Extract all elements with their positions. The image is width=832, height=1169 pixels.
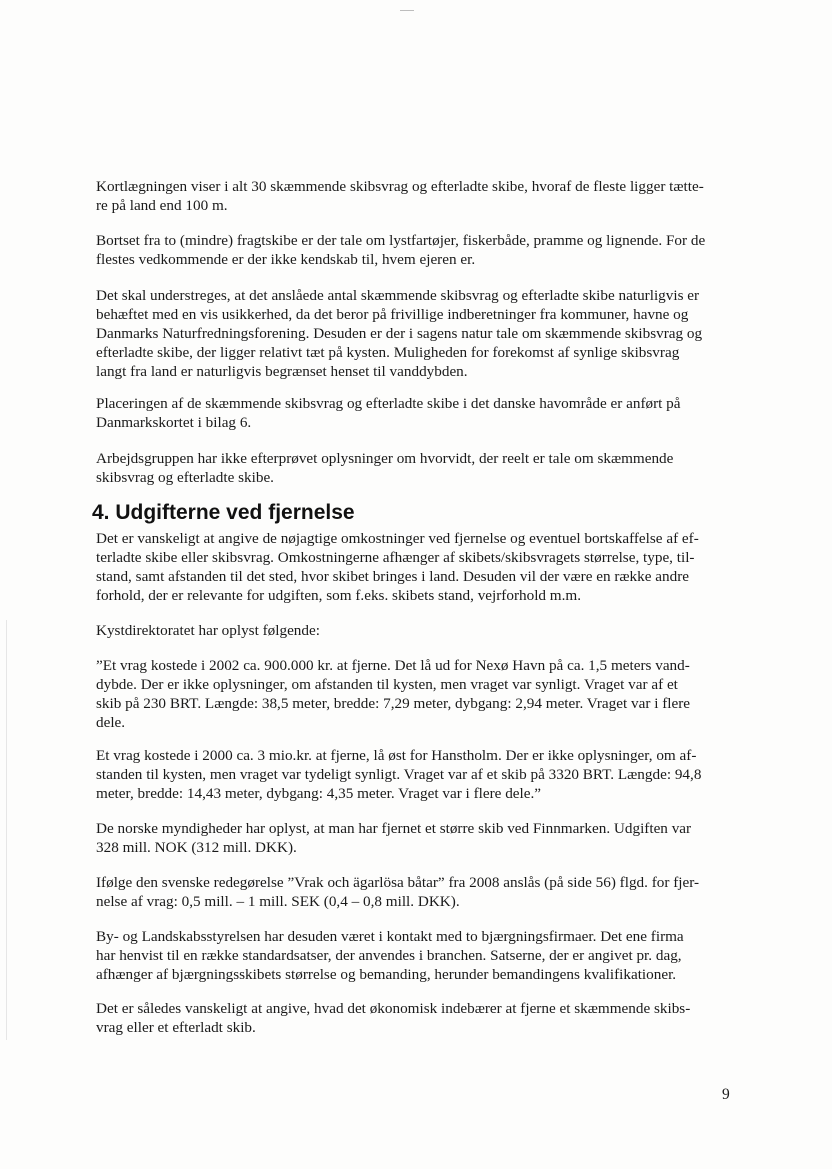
text-line: dele. bbox=[96, 714, 126, 731]
text-line: Kortlægningen viser i alt 30 skæmmende skibsvrag og efterladte skibe, hvoraf de fleste ligger tætte- bbox=[96, 178, 704, 195]
text-line: Kystdirektoratet har oplyst følgende: bbox=[96, 622, 320, 639]
text-line: De norske myndigheder har oplyst, at man har fjernet et større skib ved Finnmarken. Udgiften var bbox=[96, 820, 692, 837]
text-line: behæftet med en vis usikkerhed, da det beror på frivillige indberetninger fra kommuner, havne og bbox=[96, 306, 689, 323]
text-line: terladte skibe eller skibsvrag. Omkostningerne afhænger af skibets/skibsvragets størrelse, type, til- bbox=[96, 549, 695, 566]
text-line: vrag eller et efterladt skib. bbox=[96, 1019, 256, 1036]
paragraph-omkostninger bbox=[96, 529, 746, 605]
text-line: standen til kysten, men vraget var tydeligt synligt. Vraget var af et skib på 3320 BRT. Længde: 94,8 bbox=[96, 766, 702, 783]
paragraph-usikkerhed bbox=[96, 286, 746, 381]
text-line: forhold, der er relevante for udgiften, som f.eks. skibets stand, vejrforhold m.m. bbox=[96, 587, 582, 604]
text-line: meter, bredde: 14,43 meter, dybgang: 4,35 meter. Vraget var i flere dele.” bbox=[96, 785, 542, 802]
text-line: Ifølge den svenske redegørelse ”Vrak och ägarlösa båtar” fra 2008 anslås (på side 56) flgd. for fjer- bbox=[96, 874, 700, 891]
text-line: 328 mill. NOK (312 mill. DKK). bbox=[96, 839, 297, 856]
text-line: afhænger af bjærgningsskibets størrelse og bemanding, herunder bemandingens kvalifikationer. bbox=[96, 966, 677, 983]
text-line: skib på 230 BRT. Længde: 38,5 meter, bredde: 7,29 meter, dybgang: 2,94 meter. Vraget var i flere bbox=[96, 695, 691, 712]
paragraph-arbejdsgruppen bbox=[96, 449, 746, 487]
text-line: Det er vanskeligt at angive de nøjagtige omkostninger ved fjernelse og eventuel bortskaffelse af ef- bbox=[96, 530, 699, 547]
text-line: Bortset fra to (mindre) fragtskibe er der tale om lystfartøjer, fiskerbåde, pramme og lignende. For de bbox=[96, 232, 706, 249]
paragraph-svenske bbox=[96, 873, 746, 911]
text-line: ”Et vrag kostede i 2002 ca. 900.000 kr. at fjerne. Det lå ud for Nexø Havn på ca. 1,5 meters vand- bbox=[96, 657, 690, 674]
text-line: Det er således vanskeligt at angive, hvad det økonomisk indebærer at fjerne et skæmmende skibs- bbox=[96, 1000, 691, 1017]
text-line: dybde. Der er ikke oplysninger, om afstanden til kysten, men vraget var synligt. Vraget var af et bbox=[96, 676, 678, 693]
text-line: re på land end 100 m. bbox=[96, 197, 228, 214]
paragraph-kortlaegning bbox=[96, 177, 746, 215]
section-heading: 4. Udgifterne ved fjernelse bbox=[92, 501, 355, 524]
paragraph-fragtskibe bbox=[96, 231, 746, 269]
paragraph-bjaergning bbox=[96, 927, 746, 984]
text-line: stand, samt afstanden til det sted, hvor skibet bringes i land. Desuden vil der være en række andre bbox=[96, 568, 690, 585]
text-line: flestes vedkommende er der ikke kendskab til, hvem ejeren er. bbox=[96, 251, 476, 268]
text-line: Et vrag kostede i 2000 ca. 3 mio.kr. at fjerne, lå øst for Hanstholm. Der er ikke oplysninger, om af- bbox=[96, 747, 697, 764]
paragraph-kystdirektoratet bbox=[96, 621, 746, 640]
page-number: 9 bbox=[722, 1086, 730, 1103]
text-line: nelse af vrag: 0,5 mill. – 1 mill. SEK (0,4 – 0,8 mill. DKK). bbox=[96, 893, 460, 910]
paragraph-konklusion bbox=[96, 999, 746, 1037]
text-line: Danmarkskortet i bilag 6. bbox=[96, 414, 252, 431]
scan-mark bbox=[400, 10, 414, 11]
scan-edge bbox=[6, 620, 7, 1040]
paragraph-vrag-hanstholm bbox=[96, 746, 746, 803]
text-line: Det skal understreges, at det anslåede antal skæmmende skibsvrag og efterladte skibe naturligvis er bbox=[96, 287, 700, 304]
text-line: Danmarks Naturfredningsforening. Desuden er der i sagens natur tale om skæmmende skibsvrag og bbox=[96, 325, 703, 342]
text-line: har henvist til en række standardsatser, der anvendes i branchen. Satserne, der er angivet pr. dag, bbox=[96, 947, 682, 964]
text-line: langt fra land er naturligvis begrænset henset til vanddybden. bbox=[96, 363, 468, 380]
text-line: Placeringen af de skæmmende skibsvrag og efterladte skibe i det danske havområde er anført på bbox=[96, 395, 681, 412]
paragraph-vrag-nexoe bbox=[96, 656, 746, 732]
text-line: Arbejdsgruppen har ikke efterprøvet oplysninger om hvorvidt, der reelt er tale om skæmmende bbox=[96, 450, 674, 467]
paragraph-norske bbox=[96, 819, 746, 857]
text-line: efterladte skibe, der ligger relativt tæt på kysten. Muligheden for forekomst af synlige skibsvrag bbox=[96, 344, 680, 361]
paragraph-placering bbox=[96, 394, 746, 432]
text-line: skibsvrag og efterladte skibe. bbox=[96, 469, 274, 486]
text-line: By- og Landskabsstyrelsen har desuden været i kontakt med to bjærgningsfirmaer. Det ene firma bbox=[96, 928, 684, 945]
